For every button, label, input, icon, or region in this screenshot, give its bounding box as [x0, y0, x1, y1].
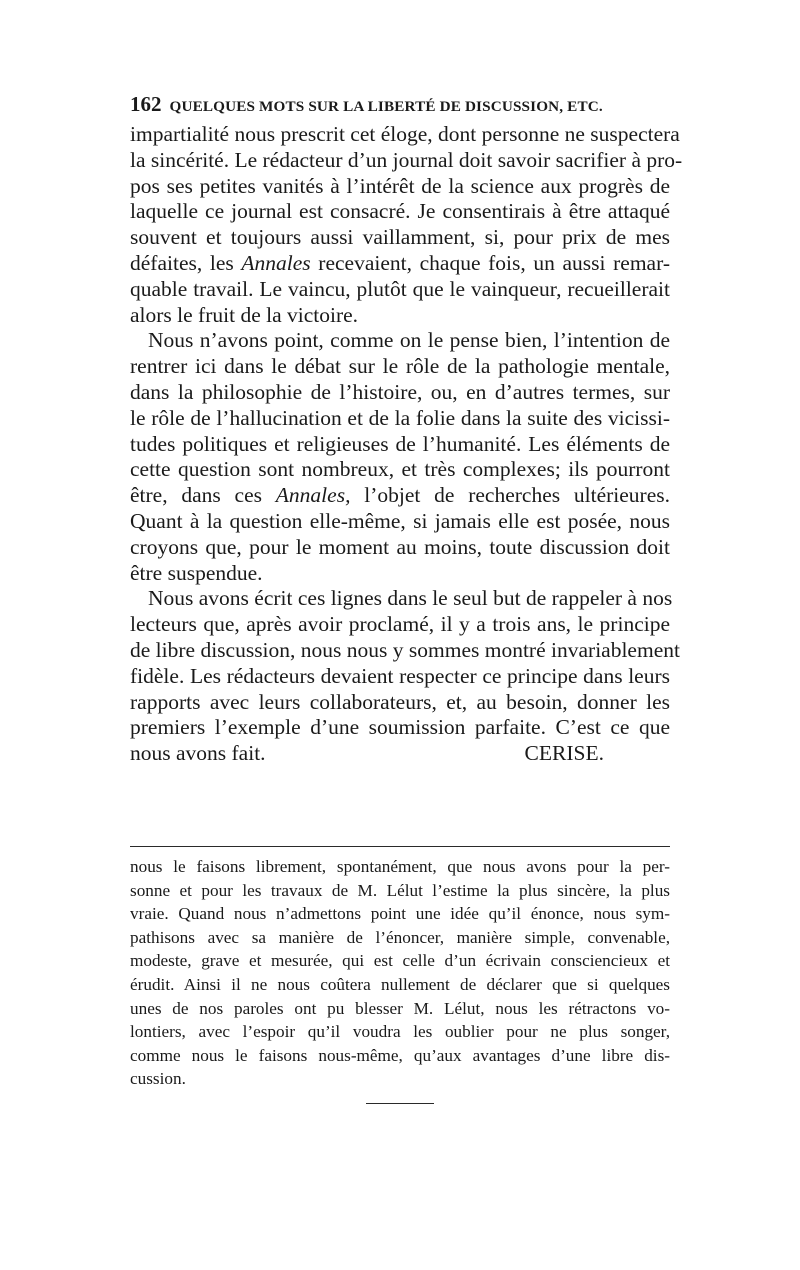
body-line: rentrer ici dans le débat sur le rôle de la pathologie mentale, [130, 354, 670, 379]
body-line: premiers l’exemple d’une soumission parfaite. C’est ce que [130, 715, 670, 740]
footnote-line: unes de nos paroles ont pu blesser M. Lélut, nous les rétractons vo- [130, 998, 670, 1018]
italic-title: Annales [241, 250, 311, 275]
body-line: Nous avons écrit ces lignes dans le seul but de rappeler à nos [148, 586, 673, 611]
page-number: 162 [130, 92, 162, 116]
body-line: défaites, les Annales recevaient, chaque fois, un aussi remar- [130, 250, 670, 275]
italic-title: Annales, [275, 483, 351, 508]
body-line: souvent et toujours aussi vaillamment, si, pour prix de mes [130, 225, 670, 250]
body-line: impartialité nous prescrit cet éloge, dont personne ne suspectera [130, 122, 680, 146]
footnote-line: modeste, grave et mesurée, qui est celle d’un écrivain consciencieux et [130, 951, 670, 971]
body-line: quable travail. Le vaincu, plutôt que le vainqueur, recueillerait [130, 276, 670, 301]
body-line: Nous n’avons point, comme on le pense bien, l’intention de [148, 328, 670, 353]
author-signature: CERISE. [524, 741, 604, 766]
footnote-line: pathisons avec sa manière de l’énoncer, manière simple, convenable, [130, 927, 670, 947]
footnote-line: vraie. Quand nous n’admettons point une idée qu’il énonce, nous sym- [130, 904, 670, 924]
body-line: tudes politiques et religieuses de l’humanité. Les éléments de [130, 431, 670, 456]
footnote [130, 855, 670, 1091]
body-line: rapports avec leurs collaborateurs, et, au besoin, donner les [130, 689, 670, 714]
body-line: Quant à la question elle-même, si jamais elle est posée, nous [130, 508, 670, 533]
body-line: cette question sont nombreux, et très complexes; ils pourront [130, 457, 670, 482]
closing-line [130, 741, 670, 767]
footnote-line: comme nous le faisons nous-même, qu’aux avantages d’une libre dis- [130, 1045, 670, 1065]
body-line: être suspendue. [130, 560, 263, 585]
end-rule [366, 1103, 434, 1104]
footnote-line: sonne et pour les travaux de M. Lélut l’estime la plus sincère, la plus [130, 880, 670, 900]
body-line: laquelle ce journal est consacré. Je consentirais à être attaqué [130, 199, 670, 224]
body-line: pos ses petites vanités à l’intérêt de la science aux progrès de [130, 173, 670, 198]
footnote-separator [130, 846, 670, 847]
body-line: fidèle. Les rédacteurs devaient respecter ce principe dans leurs [130, 663, 670, 688]
footnote-line: lontiers, avec l’espoir qu’il voudra les oublier pour ne plus songer, [130, 1022, 670, 1042]
footnote-line: cussion. [130, 1069, 186, 1089]
body-line: être, dans ces Annales, l’objet de recherches ultérieures. [130, 483, 670, 508]
running-title: QUELQUES MOTS SUR LA LIBERTÉ DE DISCUSSION, ETC. [169, 98, 603, 115]
body-line: la sincérité. Le rédacteur d’un journal doit savoir sacrifier à pro- [130, 147, 683, 172]
body-line: dans la philosophie de l’histoire, ou, en d’autres termes, sur [130, 379, 670, 404]
footnote-line: nous le faisons librement, spontanément, que nous avons pour la per- [130, 857, 670, 876]
footnote-line: érudit. Ainsi il ne nous coûtera nullement de déclarer que si quelques [130, 974, 670, 994]
body-line: alors le fruit de la victoire. [130, 302, 359, 327]
closing-text: nous avons fait. [130, 741, 266, 766]
body-line: le rôle de l’hallucination et de la folie dans la suite des vicissi- [130, 405, 670, 430]
body-line: croyons que, pour le moment au moins, toute discussion doit [130, 534, 670, 559]
running-header [130, 92, 670, 117]
body-text [130, 122, 683, 767]
body-line: lecteurs que, après avoir proclamé, il y a trois ans, le principe [130, 612, 670, 637]
body-line: de libre discussion, nous nous y sommes montré invariablement [130, 637, 680, 662]
